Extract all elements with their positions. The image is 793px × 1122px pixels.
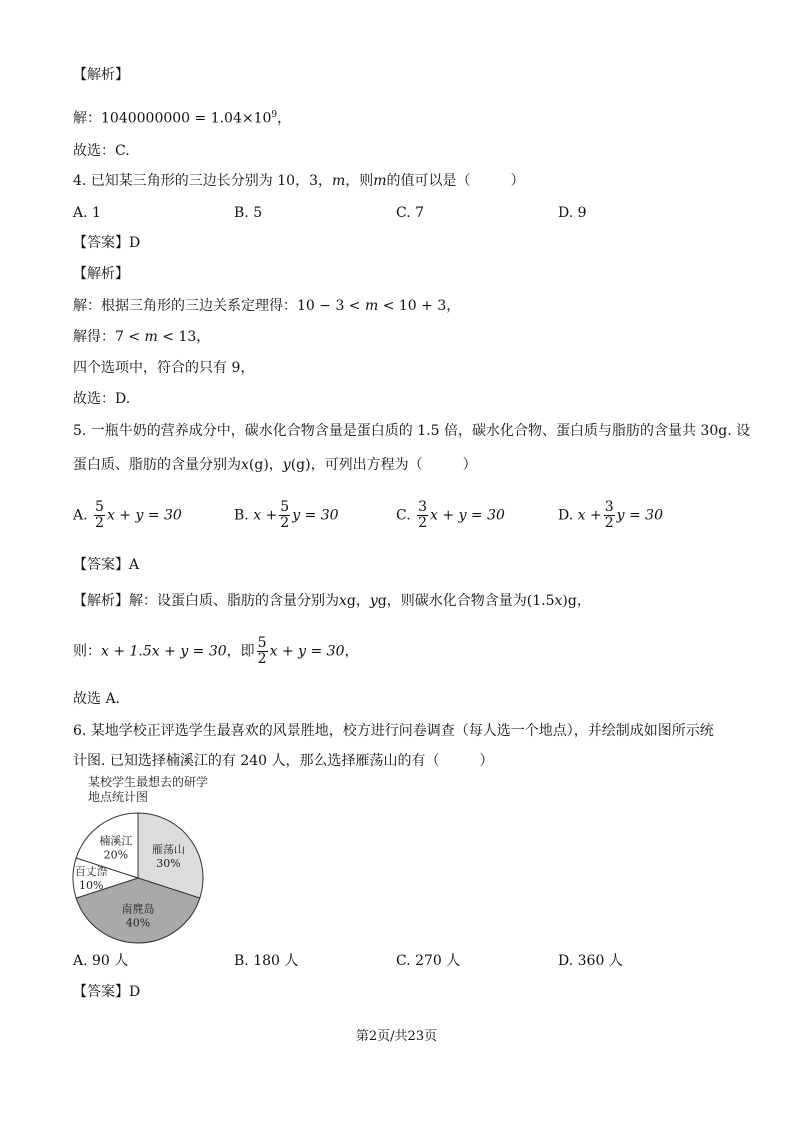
choice-q3: 故选：C.: [73, 143, 130, 159]
q4-text: 4. 已知某三角形的三边长分别为 10，3，: [73, 173, 332, 189]
q6-option-a: A. 90 人: [73, 953, 129, 969]
question-4: [73, 172, 525, 190]
var-y: y: [369, 593, 378, 609]
exponent: 9: [271, 110, 278, 120]
analysis-heading: 【解析】: [73, 67, 129, 83]
q5-option-d: [558, 500, 663, 531]
pie-percent-0: 30%: [156, 856, 181, 870]
scientific-notation: 1040000000 = 1.04×10: [101, 110, 272, 127]
option-label: A.: [73, 507, 88, 524]
pie-svg: [66, 775, 216, 945]
numerator: 3: [418, 499, 428, 515]
var-x: x: [339, 593, 347, 609]
text: 解：根据三角形的三边关系定理得：10 − 3 <: [73, 298, 365, 314]
numerator: 5: [95, 499, 104, 515]
text: < 13，: [157, 329, 211, 345]
chart-title-line2: 地点统计图: [88, 790, 149, 804]
denominator: 2: [604, 515, 614, 531]
q4-option-b: B. 5: [234, 205, 263, 221]
unit: g，: [346, 593, 370, 609]
q6-option-d: D. 360 人: [558, 953, 623, 969]
q4-option-a: A. 1: [73, 205, 101, 221]
denominator: 2: [95, 515, 104, 531]
denominator: 2: [257, 651, 267, 667]
text: 则：: [73, 643, 101, 660]
q4-option-d: D. 9: [558, 205, 587, 221]
text: ，可列出方程为（: [310, 457, 423, 473]
var-x: x: [241, 457, 249, 473]
solution-q4-line1: [73, 297, 460, 315]
pie-label-3: 楠溪江: [99, 834, 133, 848]
solution-q4-line3: 四个选项中，符合的只有 9，: [73, 360, 255, 376]
question-5-line1: 5. 一瓶牛奶的营养成分中，碳水化合物含量是蛋白质的 1.5 倍，碳水化合物、蛋白质与脂肪的含量共 30g. 设: [73, 423, 751, 439]
question-6-line2: [73, 752, 494, 770]
pie-chart: [66, 775, 216, 945]
pie-label-2: 百丈漈: [74, 865, 108, 878]
pie-percent-1: 40%: [125, 916, 151, 930]
unit: (g): [248, 457, 269, 473]
numerator: 3: [604, 499, 614, 515]
q4-text-b: ，则: [345, 173, 374, 189]
unit: (g): [290, 457, 311, 473]
expression: x +: [253, 507, 278, 524]
numerator: 5: [280, 499, 290, 515]
option-label: B.: [234, 507, 249, 524]
text: 蛋白质、脂肪的含量分别为: [73, 457, 241, 473]
text: ，即: [226, 643, 255, 660]
q4-option-c: C. 7: [396, 205, 425, 221]
text: ）: [479, 753, 494, 769]
pie-label-1: 南麂岛: [121, 902, 155, 916]
pie-percent-2: 10%: [78, 879, 104, 892]
denominator: 2: [280, 515, 290, 531]
answer-q4: 【答案】D: [73, 235, 141, 251]
text: g，则碳水化合物含量为(1.5: [377, 593, 555, 609]
page-footer: 第2页/共23页: [355, 1029, 438, 1044]
q4-text-c: 的值可以是（: [386, 173, 471, 189]
punct: ，: [277, 110, 292, 127]
equation: x + 1.5x + y = 30: [101, 643, 227, 660]
expression: y = 30: [292, 507, 339, 524]
q4-text-d: ）: [510, 173, 525, 189]
var-m: m: [364, 298, 379, 314]
var-x: x: [554, 593, 563, 609]
denominator: 2: [418, 515, 428, 531]
solution-q4-line2: [73, 328, 210, 346]
option-label: D.: [558, 507, 574, 524]
answer-q6: 【答案】D: [73, 984, 141, 1000]
text: < 10 + 3，: [378, 298, 461, 314]
option-label: C.: [396, 507, 411, 524]
expression: x + y = 30: [430, 507, 505, 524]
solution-q3: [73, 106, 291, 128]
analysis-q5-line1: [73, 592, 591, 610]
expression: x + y = 30: [106, 507, 182, 524]
q5-option-b: [234, 500, 339, 531]
choice-q4: 故选：D.: [73, 391, 131, 407]
choice-q5: 故选 A.: [73, 691, 121, 707]
text: 【解析】解：设蛋白质、脂肪的含量分别为: [73, 593, 339, 609]
answer-q5: 【答案】A: [73, 557, 140, 573]
var-y: y: [282, 457, 291, 473]
analysis-heading-q4: 【解析】: [73, 266, 129, 282]
q5-option-c: [396, 500, 505, 531]
question-5-line2: [73, 456, 477, 474]
q6-option-b: B. 180 人: [234, 953, 299, 969]
text: 解得：7 <: [73, 329, 145, 345]
fraction: [257, 636, 268, 667]
pie-percent-3: 20%: [103, 848, 129, 862]
var-m: m: [331, 173, 346, 189]
fraction: [94, 500, 105, 531]
chart-title-line1: 某校学生最想去的研学: [88, 775, 209, 789]
punct: ，: [344, 643, 359, 660]
text: )g，: [562, 593, 591, 609]
expression: y = 30: [616, 507, 663, 524]
expression: x +: [577, 507, 602, 524]
fraction: [279, 500, 290, 531]
question-6-line1: 6. 某地学校正评选学生最喜欢的风景胜地，校方进行问卷调查（每人选一个地点），并绘制成如图所示统: [73, 723, 714, 739]
var-m: m: [144, 329, 158, 345]
analysis-q5-line2: [73, 636, 358, 667]
equation: x + y = 30: [269, 643, 345, 660]
fraction: [417, 500, 428, 531]
text: ）: [462, 457, 477, 473]
q6-option-c: C. 270 人: [396, 953, 461, 969]
numerator: 5: [257, 635, 267, 651]
var-m: m: [373, 173, 387, 189]
text: 计图. 已知选择楠溪江的有 240 人，那么选择雁荡山的有（: [73, 753, 440, 769]
fraction: [604, 500, 615, 531]
solution-label: 解：: [73, 110, 101, 127]
punct: ，: [268, 457, 283, 473]
pie-label-0: 雁荡山: [151, 842, 185, 856]
q5-option-a: [73, 500, 182, 531]
